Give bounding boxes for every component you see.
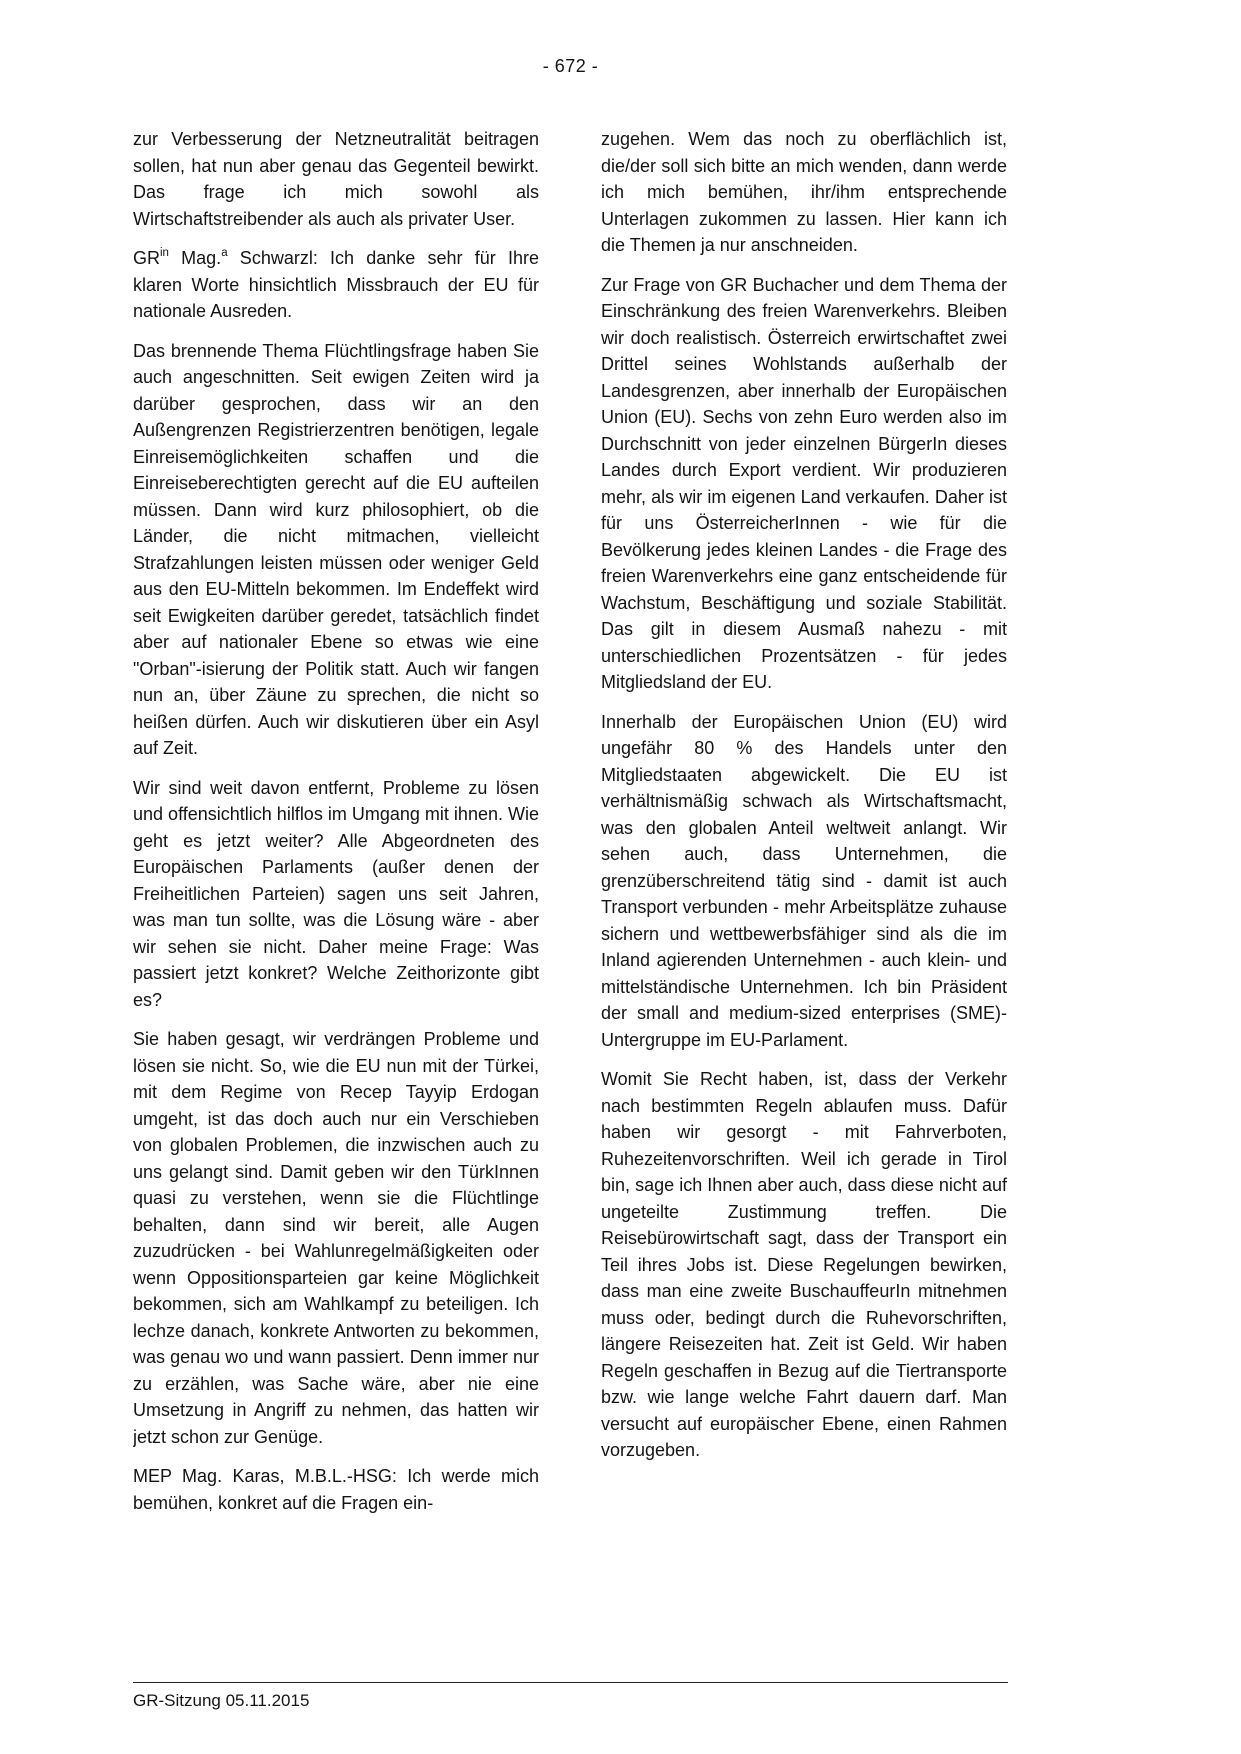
superscript: a [221,247,228,259]
page-number: - 672 - [542,56,599,76]
superscript: in [160,247,169,259]
paragraph: zur Verbesserung der Netzneutralität beitragen sollen, hat nun aber genau das Gegenteil bewirkt. Das frage ich mich sowohl als Wirtschaftstreibender als auch als privater User. [133,129,539,229]
footer-text: GR-Sitzung 05.11.2015 [133,1691,310,1710]
left-column [133,126,539,1674]
paragraph: Sie haben gesagt, wir verdrängen Probleme und lösen sie nicht. So, wie die EU nun mit der Türkei, mit dem Regime von Recep Tayyip Erdogan umgeht, ist das doch auch nur ein Verschieben von globalen Problemen, die inzwischen auch zu uns gelangt sind. Damit geben wir den TürkInnen quasi zu verstehen, wenn sie die Flüchtlinge behalten, dann sind wir bereit, alle Augen zuzudrücken - bei Wahlunregelmäßigkeiten oder wenn Oppositionsparteien gar keine Möglichkeit bekommen, sich am Wahlkampf zu beteiligen. Ich lechze danach, konkrete Antworten zu bekommen, was genau wo und wann passiert. Denn immer nur zu erzählen, was Sache wäre, aber nie eine Umsetzung in Angriff zu nehmen, das hatten wir jetzt schon zur Genüge. [133,1029,539,1447]
paragraph: zugehen. Wem das noch zu oberflächlich ist, die/der soll sich bitte an mich wenden, dann werde ich mich bemühen, ihr/ihm entsprechende Unterlagen zukommen zu lassen. Hier kann ich die Themen ja nur anschneiden. [601,129,1007,255]
paragraph: Wir sind weit davon entfernt, Probleme zu lösen und offensichtlich hilflos im Umgang mit ihnen. Wie geht es jetzt weiter? Alle Abgeordneten des Europäischen Parlaments (außer denen der Freiheitlichen Parteien) sagen uns seit Jahren, was man tun sollte, was die Lösung wäre - aber wir sehen sie nicht. Daher meine Frage: Was passiert jetzt konkret? Welche Zeithorizonte gibt es? [133,777,539,1010]
paragraph: Womit Sie Recht haben, ist, dass der Verkehr nach bestimmten Regeln ablaufen muss. Dafür haben wir gesorgt - mit Fahrverboten, Ruhezeitenvorschriften. Weil ich gerade in Tirol bin, sage ich Ihnen aber auch, dass diese nicht auf ungeteilte Zustimmung treffen. Die Reisebürowirtschaft sagt, dass der Transport ein Teil ihres Jobs ist. Diese Regelungen bewirken, dass man eine zweite BuschauffeurIn mitnehmen muss oder, bedingt durch die Ruhevorschriften, längere Reisezeiten hat. Zeit ist Geld. Wir haben Regeln geschaffen in Bezug auf die Tiertransporte bzw. wie lange welche Fahrt dauern darf. Man versucht auf europäischer Ebene, einen Rahmen vorzugeben. [601,1069,1007,1460]
paragraph: MEP Mag. Karas, M.B.L.-HSG: Ich werde mich bemühen, konkret auf die Fragen ein- [133,1466,539,1513]
paragraph: Innerhalb der Europäischen Union (EU) wird ungefähr 80 % des Handels unter den Mitgliedstaaten abgewickelt. Die EU ist verhältnismäßig schwach als Wirtschaftsmacht, was den globalen Anteil weltweit anlangt. Wir sehen auch, dass Unternehmen, die grenzüberschreitend tätig sind - damit ist auch Transport verbunden - mehr Arbeitsplätze zuhause sichern und wettbewerbsfähiger sind als die im Inland agierenden Unternehmen - auch klein- und mittelständische Unternehmen. Ich bin Präsident der small and medium-sized enterprises (SME)-Untergruppe im EU-Parlament. [601,711,1007,1050]
text-columns [133,126,1008,1674]
paragraph: Zur Frage von GR Buchacher und dem Thema der Einschränkung des freien Warenverkehrs. Bleiben wir doch realistisch. Österreich erwirtschaftet zwei Drittel seines Wohlstands außerhalb der Landesgrenzen, aber innerhalb der Europäischen Union (EU). Sechs von zehn Euro werden also im Durchschnitt von jeder einzelnen BürgerIn dieses Landes durch Export verdient. Wir produzieren mehr, als wir im eigenen Land verkaufen. Daher ist für uns ÖsterreicherInnen - wie für die Bevölkerung jedes kleinen Landes - die Frage des freien Warenverkehrs eine ganz entscheidende für Wachstum, Beschäftigung und soziale Stabilität. Das gilt in diesem Ausmaß nahezu - mit unterschiedlichen Prozentsätzen - für jedes Mitgliedsland der EU. [601,274,1007,692]
right-column [601,126,1007,1674]
paragraph: $GR^{in}$ Mag.$^a$ Schwarzl: Ich danke sehr für Ihre klaren Worte hinsichtlich Missbrauch der EU für nationale Ausreden. [133,247,539,321]
page-footer [133,1682,1008,1711]
paragraph: Das brennende Thema Flüchtlingsfrage haben Sie auch angeschnitten. Seit ewigen Zeiten wird ja darüber gesprochen, dass wir an den Außengrenzen Registrierzentren benötigen, legale Einreisemöglichkeiten schaffen und die Einreiseberechtigten gerecht auf die EU aufteilen müssen. Dann wird kurz philosophiert, ob die Länder, die nicht mitmachen, vielleicht Strafzahlungen leisten müssen oder weniger Geld aus den EU-Mitteln bekommen. Im Endeffekt wird seit Ewigkeiten darüber geredet, tatsächlich findet aber auf nationaler Ebene so etwas wie eine "Orban"-isierung der Politik statt. Auch wir fangen nun an, über Zäune zu sprechen, die nicht so heißen dürfen. Auch wir diskutieren über ein Asyl auf Zeit. [133,340,539,758]
